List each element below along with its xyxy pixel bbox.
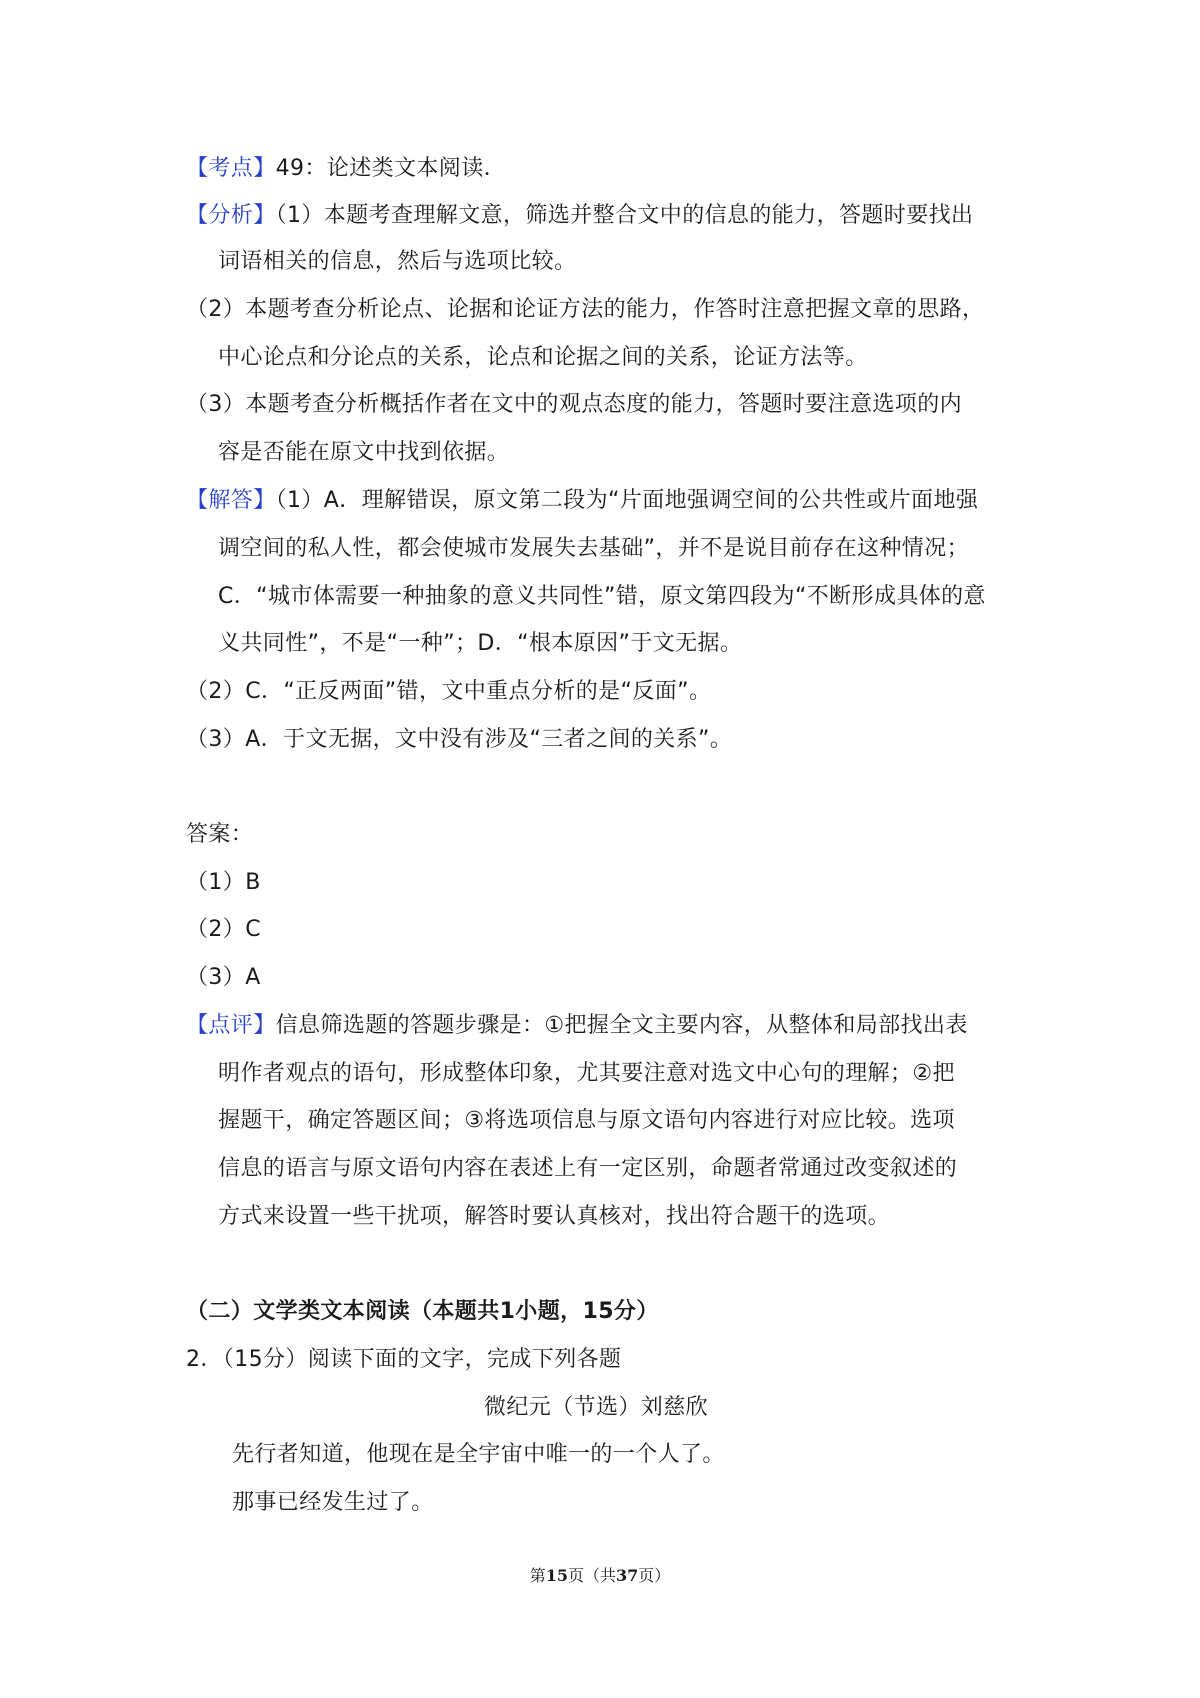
footer-prefix: 第 — [529, 1566, 546, 1585]
kaodian-text: 49：论述类文本阅读． — [275, 156, 507, 181]
fenxi-line-1 — [186, 201, 973, 231]
fenxi-line-2: 词语相关的信息，然后与选项比较。 — [218, 249, 577, 274]
fenxi-p3-line-2: 容是否能在原文中找到依据。 — [218, 440, 510, 465]
question-stem: 2．（15分）阅读下面的文字，完成下列各题 — [186, 1347, 622, 1372]
footer-total-pages: 37 — [616, 1566, 639, 1585]
answer-item-3: （3）A — [186, 965, 261, 990]
jieda-line-6: （3）A．于文无据，文中没有涉及“三者之间的关系”。 — [186, 727, 733, 752]
kaodian-line — [186, 154, 506, 184]
kaodian-tag: 【考点】 — [186, 156, 276, 181]
article-title: 微纪元（节选）刘慈欣 — [484, 1395, 709, 1420]
fenxi-p2-line-1: （2）本题考查分析论点、论据和论证方法的能力，作答时注意把握文章的思路， — [186, 297, 985, 322]
page-footer — [0, 1563, 1200, 1586]
jieda-line-2: 调空间的私人性，都会使城市发展失去基础”，并不是说目前存在这种情况； — [218, 536, 969, 561]
jieda-line-5: （2）C．“正反两面”错，文中重点分析的是“反面”。 — [186, 679, 712, 704]
jieda-line-3: C．“城市体需要一种抽象的意义共同性”错，原文第四段为“不断形成具体的意 — [218, 584, 986, 609]
answers-label: 答案： — [186, 822, 254, 847]
answer-item-1: （1）B — [186, 870, 261, 895]
article-paragraph-2: 那事已经发生过了。 — [232, 1490, 434, 1515]
dianping-tag: 【点评】 — [186, 1013, 276, 1038]
dianping-line-2: 明作者观点的语句，形成整体印象，尤其要注意对选文中心句的理解；②把 — [218, 1061, 955, 1086]
section-heading: （二）文学类文本阅读（本题共1小题，15分） — [186, 1299, 659, 1324]
footer-suffix: 页） — [638, 1566, 671, 1585]
fenxi-tag: 【分析】 — [186, 203, 276, 228]
article-paragraph-1: 先行者知道，他现在是全宇宙中唯一的一个人了。 — [232, 1442, 725, 1467]
jieda-line-4: 义共同性”，不是“一种”；D．“根本原因”于文无据。 — [218, 631, 743, 656]
dianping-line-5: 方式来设置一些干扰项，解答时要认真核对，找出符合题干的选项。 — [218, 1204, 891, 1229]
dianping-line-1 — [186, 1011, 968, 1041]
dianping-line-3: 握题干，确定答题区间；③将选项信息与原文语句内容进行对应比较。选项 — [218, 1108, 955, 1133]
fenxi-text-1: （1）本题考查理解文意，筛选并整合文中的信息的能力，答题时要找出 — [275, 203, 974, 228]
answer-item-2: （2）C — [186, 917, 261, 942]
jieda-text-1: （1）A．理解错误，原文第二段为“片面地强调空间的公共性或片面地强 — [275, 488, 979, 513]
jieda-tag: 【解答】 — [186, 488, 276, 513]
dianping-text-1: 信息筛选题的答题步骤是：①把握全文主要内容，从整体和局部找出表 — [275, 1013, 968, 1038]
jieda-line-1 — [186, 486, 978, 516]
footer-middle: 页（共 — [567, 1566, 616, 1585]
dianping-line-4: 信息的语言与原文语句内容在表述上有一定区别，命题者常通过改变叙述的 — [218, 1156, 958, 1181]
footer-page-number: 15 — [545, 1566, 568, 1585]
fenxi-p3-line-1: （3）本题考查分析概括作者在文中的观点态度的能力，答题时要注意选项的内 — [186, 392, 962, 417]
fenxi-p2-line-2: 中心论点和分论点的关系，论点和论据之间的关系，论证方法等。 — [218, 345, 868, 370]
